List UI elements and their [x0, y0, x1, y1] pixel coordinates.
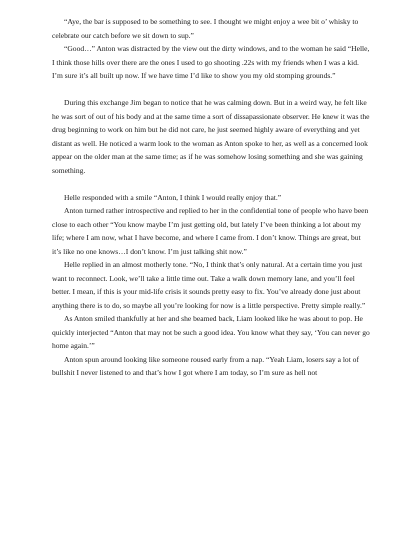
paragraph-2: “Good…” Anton was distracted by the view out the dirty windows, and to the woman he said “Helle, I think those hills over there are the ones I used to go shooting .22s with my friends when I was a kid. I’m sure it’s all built up now. If we have time I’d like to show you my old stomping grounds.”	[52, 44, 370, 80]
paragraph-gap	[52, 177, 370, 191]
paragraph-3: During this exchange Jim began to notice that he was calming down. But in a weird way, he felt like he was sort of out of his body and at the same time a sort of dissapassionate observer. He knew it was the drug beginning to work on him but he did not care, he just seemed highly aware of everything and yet distant as well. He noticed a warm look to the woman as Anton spoke to her, as well as a concerned look appear on the older man at the same time; as if he was somehow losing something and she was gaining something.	[52, 98, 370, 175]
paragraph-5: Anton turned rather introspective and replied to her in the confidential tone of people who have been close to each other “You know maybe I’m just getting old, but lately I’ve been thinking a lot about my life; where I am now, what I have become, and where I came from. I don’t know. Things are great, but it’s like no one knows…I don’t know. I’m just talking shit now.”	[52, 206, 369, 256]
paragraph-gap	[52, 83, 370, 97]
paragraph-6: Helle replied in an almost motherly tone. “No, I think that’s only natural. At a certain time you just want to reconnect. Look, we’ll take a little time out. Take a walk down memory lane, and you’ll feel better. I mean, if this is your mid-life crisis it sounds pretty easy to fix. You’ve already done just about anything there is to do, so maybe all you’re looking for now is a little perspective. Pretty simple really.”	[52, 260, 366, 310]
paragraph-4: Helle responded with a smile “Anton, I think I would really enjoy that.”	[64, 192, 282, 202]
paragraph-7: As Anton smiled thankfully at her and she beamed back, Liam looked like he was about to pop. He quickly interjected “Anton that may not be such a good idea. You know what they say, ‘You can never go home again.’”	[52, 314, 370, 350]
paragraph-1: “Aye, the bar is supposed to be something to see. I thought we might enjoy a wee bit o’ whisky to celebrate our catch before we sit down to sup.”	[52, 17, 359, 40]
paragraph-8: Anton spun around looking like someone roused early from a nap. “Yeah Liam, losers say a lot of bullshit I never listened to and that’s how I got where I am today, so I’m sure as hell not	[52, 354, 359, 377]
